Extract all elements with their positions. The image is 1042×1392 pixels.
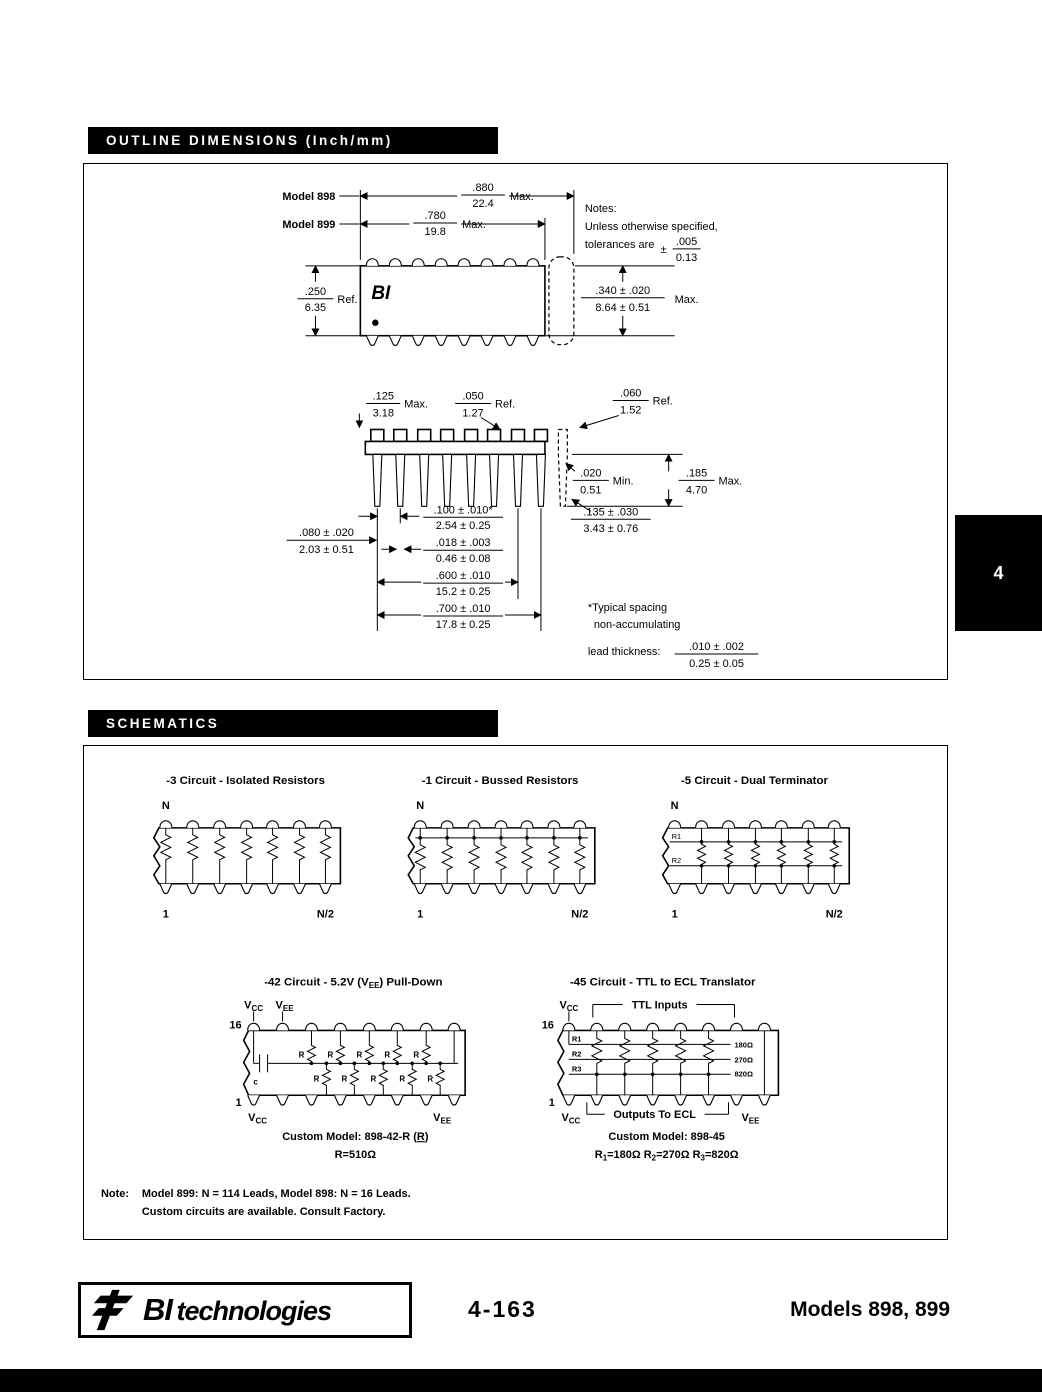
models-title: Models 898, 899 <box>790 1298 950 1321</box>
svg-text:R: R <box>399 1074 406 1084</box>
svg-text:.125: .125 <box>372 390 394 403</box>
svg-text:.100 ± .010*: .100 ± .010* <box>433 504 493 517</box>
svg-text:Max.: Max. <box>404 398 429 411</box>
schematic-3-pin-n: N <box>161 799 170 812</box>
schematic-1-title: -1 Circuit - Bussed Resistors <box>421 774 579 787</box>
dim-100 <box>423 504 503 532</box>
dim-250 <box>298 286 358 314</box>
schematic-45-vcc-top: $V_{CC}$ <box>559 999 579 1013</box>
dim-185 <box>679 467 743 496</box>
schematic-45-outputs-label: Outputs To ECL <box>613 1109 697 1122</box>
outline-dimensions-section-header: OUTLINE DIMENSIONS (Inch/mm) <box>88 127 498 154</box>
svg-text:Unless otherwise specified,: Unless otherwise specified, <box>584 220 718 233</box>
svg-text:non-accumulating: non-accumulating <box>593 619 681 632</box>
typical-spacing-note <box>588 602 681 631</box>
schematic-1-bussed <box>408 775 595 921</box>
svg-text:R: R <box>298 1050 305 1060</box>
dim-080 <box>287 527 377 556</box>
schematic-5-r2-label: R2 <box>671 855 682 865</box>
dim-340 <box>581 285 699 314</box>
svg-text:Ref.: Ref. <box>337 293 358 306</box>
svg-text:tolerances are: tolerances are <box>584 238 655 251</box>
schematic-5-r1-label: R1 <box>671 831 682 841</box>
svg-text:lead thickness:: lead thickness: <box>587 645 661 658</box>
lead-thickness-note <box>588 641 759 670</box>
dim-018 <box>423 537 503 565</box>
schematics-drawing <box>84 746 945 1237</box>
schematic-5-dual-terminator <box>663 775 850 921</box>
schematic-45-translator <box>542 977 779 1163</box>
svg-text:R: R <box>327 1050 334 1060</box>
svg-text:R: R <box>356 1050 363 1060</box>
schematic-42-title: -42 Circuit - 5.2V $(V_{EE})$ Pull-Down <box>264 976 443 991</box>
page-index-tab: 4 <box>955 515 1042 631</box>
svg-text:.340 ± .020: .340 ± .020 <box>595 284 651 297</box>
svg-text:3.43 ± 0.76: 3.43 ± 0.76 <box>583 523 639 536</box>
svg-text:R: R <box>341 1074 348 1084</box>
schematic-5-pin-n: N <box>670 799 679 812</box>
schematic-45-pin-1: 1 <box>548 1097 555 1110</box>
svg-text:17.8 ± 0.25: 17.8 ± 0.25 <box>435 619 491 632</box>
svg-text:.250: .250 <box>304 285 327 298</box>
note-line-1: Model 899: N = 114 Leads, Model 898: N = 16 Leads. <box>141 1188 411 1201</box>
bottom-rule-bar <box>0 1369 1042 1392</box>
schematic-42-r-value: R=510Ω <box>334 1149 377 1162</box>
dim-700 <box>423 603 503 631</box>
brand-bi: BI <box>143 1292 172 1327</box>
svg-text:6.35: 6.35 <box>304 301 327 314</box>
dim-060 <box>580 388 673 428</box>
svg-text:.060: .060 <box>620 387 642 400</box>
svg-text:.005: .005 <box>675 235 698 248</box>
schematic-5-title: -5 Circuit - Dual Terminator <box>680 774 828 787</box>
schematic-5-pin-n2: N/2 <box>825 908 843 921</box>
dim-020 <box>566 463 634 496</box>
svg-text:22.4: 22.4 <box>472 197 494 210</box>
svg-text:.185: .185 <box>685 467 708 480</box>
svg-text:R: R <box>413 1050 420 1060</box>
svg-text:*Typical spacing: *Typical spacing <box>587 602 668 615</box>
svg-text:Ref.: Ref. <box>495 398 516 411</box>
svg-text:Max.: Max. <box>718 475 743 488</box>
note-line-2: Custom circuits are available. Consult Factory. <box>141 1205 386 1218</box>
schematic-42-vcc-bottom: $V_{CC}$ <box>248 1112 268 1126</box>
svg-text:Max.: Max. <box>510 191 534 204</box>
schematic-45-ttl-inputs: TTL Inputs <box>631 999 688 1012</box>
schematic-45-r2-label: R2 <box>571 1049 582 1059</box>
svg-text:15.2 ± 0.25: 15.2 ± 0.25 <box>435 586 491 599</box>
svg-text:.780: .780 <box>424 209 446 222</box>
svg-text:R: R <box>384 1050 391 1060</box>
dim-050 <box>455 391 515 430</box>
schematics-section-header: SCHEMATICS <box>88 710 498 737</box>
schematic-3-pin-1: 1 <box>162 908 169 921</box>
svg-text:.600 ± .010: .600 ± .010 <box>435 570 491 583</box>
svg-text:R: R <box>370 1074 377 1084</box>
svg-text:Max.: Max. <box>674 293 699 306</box>
svg-text:.700 ± .010: .700 ± .010 <box>435 603 491 616</box>
schematic-42-vee-top: $V_{EE}$ <box>275 999 294 1013</box>
model-898-label: Model 898 <box>282 191 336 204</box>
notes-block <box>585 203 718 264</box>
package-top-view <box>360 257 574 346</box>
svg-text:.018 ± .003: .018 ± .003 <box>435 537 491 550</box>
schematic-45-r3-label: R3 <box>571 1064 582 1074</box>
svg-text:3.18: 3.18 <box>372 407 394 420</box>
svg-text:Notes:: Notes: <box>584 202 617 215</box>
svg-text:2.54 ± 0.25: 2.54 ± 0.25 <box>435 520 491 533</box>
svg-text:0.46 ± 0.08: 0.46 ± 0.08 <box>435 553 491 566</box>
schematic-42-cap-label: c <box>253 1077 258 1087</box>
dashed-lead <box>558 429 567 506</box>
dim-135 <box>571 499 651 535</box>
schematic-42-custom-model: Custom Model: 898-42-R (R) <box>282 1131 429 1144</box>
schematic-45-ohm-180: 180Ω <box>734 1040 753 1050</box>
schematic-3-title: -3 Circuit - Isolated Resistors <box>166 774 325 787</box>
schematic-45-vcc-bottom: $V_{CC}$ <box>561 1112 581 1126</box>
brand-name <box>143 1292 331 1328</box>
schematic-45-r-values: $R_1=180\Omega$ $R_2=270\Omega$ $R_3=820\Omega$ <box>594 1149 739 1163</box>
model-899-label: Model 899 <box>282 218 336 231</box>
schematic-45-ohm-820: 820Ω <box>734 1069 753 1079</box>
dim-600 <box>423 570 503 598</box>
svg-text:2.03 ± 0.51: 2.03 ± 0.51 <box>299 544 354 557</box>
brand-technologies: technologies <box>176 1296 331 1326</box>
schematic-42-vee-bottom: $V_{EE}$ <box>433 1112 452 1126</box>
svg-text:.050: .050 <box>462 390 484 403</box>
svg-text:Min.: Min. <box>612 475 634 488</box>
schematic-3-isolated <box>154 775 341 921</box>
schematic-45-pin-16: 16 <box>541 1019 554 1032</box>
schematics-note <box>101 1188 411 1218</box>
schematic-5-pin-1: 1 <box>671 908 678 921</box>
schematic-3-pin-n2: N/2 <box>316 908 334 921</box>
svg-text:.135 ± .030: .135 ± .030 <box>583 506 639 519</box>
pin1-dot <box>372 320 378 326</box>
svg-text:0.13: 0.13 <box>675 251 698 264</box>
svg-text:8.64 ± 0.51: 8.64 ± 0.51 <box>595 301 651 314</box>
page-number: 4-163 <box>468 1296 537 1322</box>
schematics-figure <box>83 745 948 1240</box>
schematic-45-custom-model: Custom Model: 898-45 <box>608 1131 725 1144</box>
chip-logo: BI <box>371 282 391 304</box>
schematic-1-pin-n: N <box>416 799 425 812</box>
bi-logo-icon <box>91 1288 137 1332</box>
svg-text:.020: .020 <box>580 467 602 480</box>
svg-text:0.25 ± 0.05: 0.25 ± 0.05 <box>689 657 744 670</box>
svg-text:.880: .880 <box>472 182 494 195</box>
svg-text:4.70: 4.70 <box>685 484 708 497</box>
schematic-42-pulldown <box>229 977 465 1162</box>
note-label: Note: <box>100 1188 129 1201</box>
svg-text:0.51: 0.51 <box>580 484 602 497</box>
schematic-45-ohm-270: 270Ω <box>734 1055 753 1065</box>
svg-text:.010 ± .002: .010 ± .002 <box>689 640 744 653</box>
schematic-1-pin-n2: N/2 <box>571 908 589 921</box>
alt-length-outline <box>549 257 574 345</box>
svg-text:Ref.: Ref. <box>652 395 673 408</box>
dim-125 <box>359 391 428 428</box>
outline-drawing <box>84 164 945 677</box>
svg-text:1.27: 1.27 <box>462 407 484 420</box>
svg-text:R: R <box>313 1074 320 1084</box>
schematic-1-pin-1: 1 <box>417 908 424 921</box>
outline-dimensions-figure <box>83 163 948 680</box>
svg-text:.080 ± .020: .080 ± .020 <box>299 527 354 540</box>
svg-text:R: R <box>427 1074 434 1084</box>
schematic-42-vcc-top: $V_{CC}$ <box>244 999 264 1013</box>
svg-text:±: ± <box>660 243 667 256</box>
schematic-45-title: -45 Circuit - TTL to ECL Translator <box>569 976 756 989</box>
schematic-42-pin-16: 16 <box>229 1019 242 1032</box>
footer-logo-box <box>78 1282 412 1338</box>
package-side-view <box>365 429 567 506</box>
svg-text:1.52: 1.52 <box>620 404 642 417</box>
svg-text:Max.: Max. <box>462 218 486 231</box>
svg-text:19.8: 19.8 <box>424 225 446 238</box>
schematic-42-pin-1: 1 <box>235 1097 242 1110</box>
schematic-45-vee-bottom: $V_{EE}$ <box>741 1112 760 1126</box>
schematic-45-r1-label: R1 <box>571 1034 582 1044</box>
